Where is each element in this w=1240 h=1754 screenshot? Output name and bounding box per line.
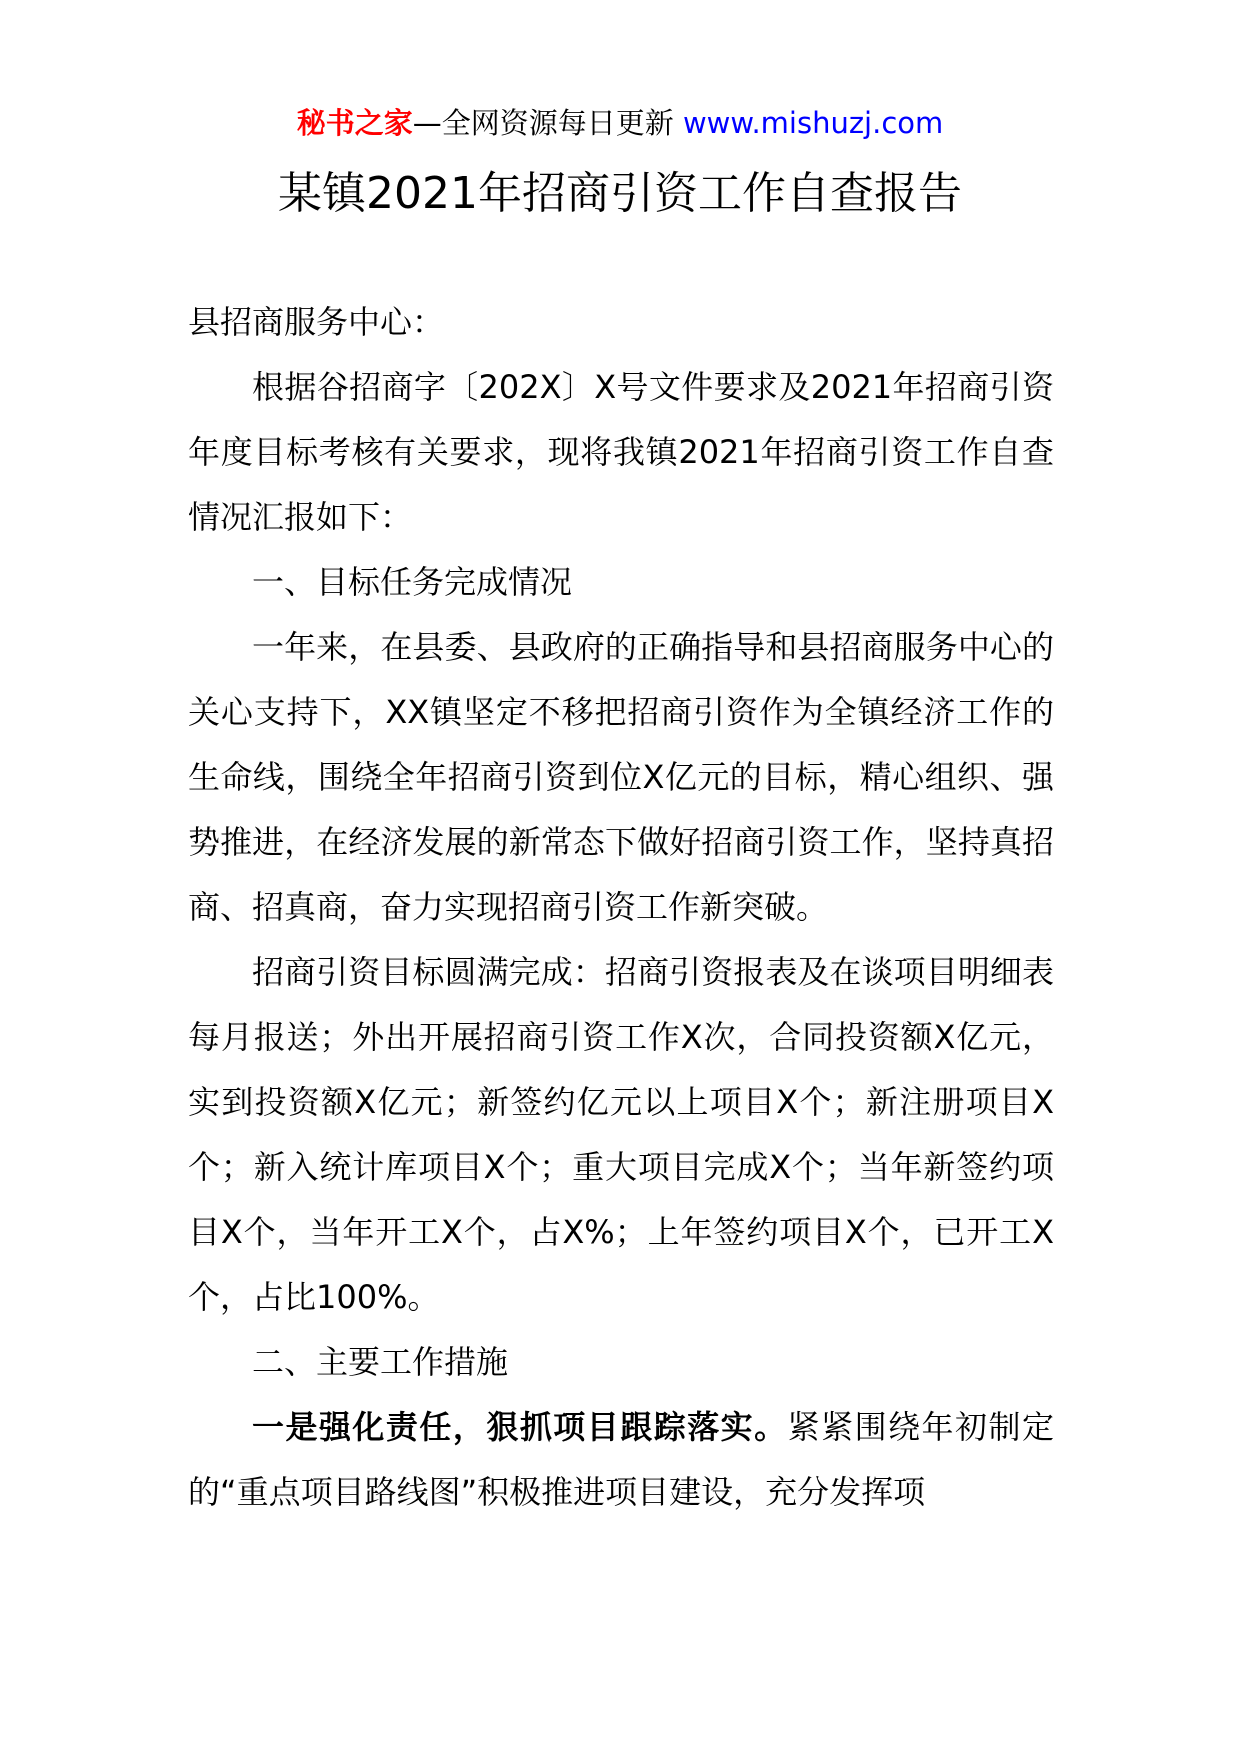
- brand-name: 秘书之家: [296, 106, 413, 140]
- section-heading-1: 一、目标任务完成情况: [252, 563, 573, 601]
- section1-paragraph-2: 招商引资目标圆满完成：招商引资报表及在谈项目明细表每月报送；外出开展招商引资工作X次，合同投资额X亿元，实到投资额X亿元；新签约亿元以上项目X个；新注册项目X个；新入统计库项目X个；重大项目完成X个；当年新签约项目X个，当年开工X个，占X%；上年签约项目X个，已开工X个，占比100%。: [188, 953, 1054, 1316]
- intro-paragraph: 根据谷招商字〔202X〕X号文件要求及2021年招商引资年度目标考核有关要求，现将我镇2021年招商引资工作自查情况汇报如下：: [188, 368, 1054, 536]
- site-header: [0, 103, 1240, 143]
- section1-paragraph-1: 一年来，在县委、县政府的正确指导和县招商服务中心的关心支持下，XX镇坚定不移把招商引资作为全镇经济工作的生命线，围绕全年招商引资到位X亿元的目标，精心组织、强势推进，在经济发展的新常态下做好招商引资工作，坚持真招商、招真商，奋力实现招商引资工作新突破。: [188, 628, 1054, 926]
- document-body: [188, 290, 1054, 1525]
- section2-lead-text: 一是强化责任，狠抓项目跟踪落实。: [252, 1408, 788, 1446]
- site-tagline: —全网资源每日更新: [412, 106, 683, 140]
- salutation: 县招商服务中心：: [188, 303, 445, 341]
- document-title: 某镇2021年招商引资工作自查报告: [278, 168, 962, 219]
- section-heading-2: 二、主要工作措施: [252, 1343, 509, 1381]
- site-url-link[interactable]: www.mishuzj.com: [682, 106, 944, 140]
- section2-paragraph-1: [188, 1395, 1054, 1525]
- section2-body-text: 紧紧围绕年初制定的“重点项目路线图”积极推进项目建设，充分发挥项: [188, 1408, 1054, 1511]
